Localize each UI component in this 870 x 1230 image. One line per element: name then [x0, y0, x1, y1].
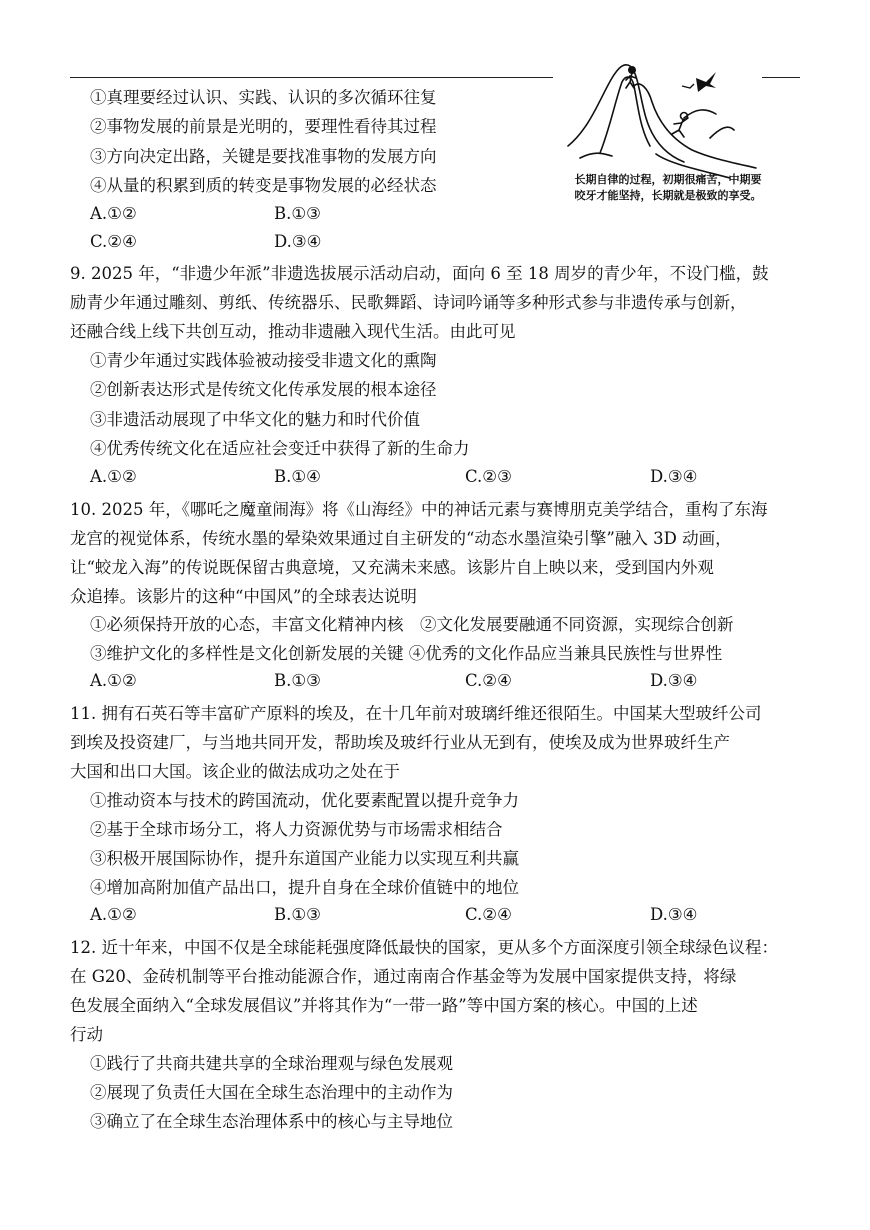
- statement-item: ②事物发展的前景是光明的，要理性看待其过程: [90, 117, 437, 136]
- q12-stem-line: 行动: [70, 1025, 103, 1044]
- statement-item: ④优秀传统文化在适应社会变迁中获得了新的生命力: [90, 439, 470, 458]
- statement-item: ③非遗活动展现了中华文化的魅力和时代价值: [90, 410, 420, 429]
- cartoon-caption-line-2: 咬牙才能坚持，长期就是极致的享受。: [574, 189, 762, 202]
- option-b: B.①④: [274, 467, 321, 486]
- statement-item: ①践行了共商共建共享的全球治理观与绿色发展观: [90, 1054, 453, 1073]
- q12-stem-line: 色发展全面纳入“全球发展倡议”并将其作为“一带一路”等中国方案的核心。中国的上述: [70, 996, 698, 1015]
- cartoon-caption-line-1: 长期自律的过程，初期很痛苦，中期要: [574, 173, 762, 186]
- option-d: D.③④: [650, 905, 698, 924]
- header-rule-left: [70, 77, 553, 78]
- statement-item: ①推动资本与技术的跨国流动，优化要素配置以提升竞争力: [90, 791, 519, 810]
- statement-item: ②基于全球市场分工，将人力资源优势与市场需求相结合: [90, 820, 503, 839]
- q10-stem-line: 10. 2025 年，《哪吒之魔童闹海》将《山海经》中的神话元素与赛博朋克美学结合，重构了东海: [70, 500, 768, 519]
- option-b: B.①③: [274, 204, 321, 223]
- option-a: A.①②: [90, 467, 137, 486]
- statement-item: ①青少年通过实践体验被动接受非遗文化的熏陶: [90, 351, 437, 370]
- option-b: B.①③: [274, 671, 321, 690]
- option-c: C.②④: [465, 905, 512, 924]
- option-c: C.②④: [465, 671, 512, 690]
- q9-stem-line: 9. 2025 年，“非遗少年派”非遗选拔展示活动启动，面向 6 至 18 周岁的青少年，不设门槛，鼓: [70, 264, 769, 283]
- statement-item: ③积极开展国际协作，提升东道国产业能力以实现互利共赢: [90, 849, 519, 868]
- option-a: A.①②: [90, 905, 137, 924]
- q12-stem-line: 在 G20、金砖机制等平台推动能源合作，通过南南合作基金等为发展中国家提供支持，将绿: [70, 967, 737, 986]
- q9-stem-line: 励青少年通过雕刻、剪纸、传统器乐、民歌舞蹈、诗词吟诵等多种形式参与非遗传承与创新，: [70, 293, 747, 312]
- option-a: A.①②: [90, 671, 137, 690]
- q10-stem-line: 龙宫的视觉体系，传统水墨的晕染效果通过自主研发的“动态水墨渲染引擎”融入 3D 动画，: [70, 529, 732, 548]
- statement-item: ③方向决定出路，关键是要找准事物的发展方向: [90, 147, 437, 166]
- option-d: D.③④: [650, 467, 698, 486]
- option-d: D.③④: [274, 232, 322, 251]
- statement-item: ③确立了在全球生态治理体系中的核心与主导地位: [90, 1112, 453, 1131]
- q11-stem-line: 到埃及投资建厂，与当地共同开发，帮助埃及玻纤行业从无到有，使埃及成为世界玻纤生产: [70, 733, 730, 752]
- statement-item: ①必须保持开放的心态，丰富文化精神内核 ②文化发展要融通不同资源，实现综合创新: [90, 615, 734, 634]
- q9-stem-line: 还融合线上线下共创互动，推动非遗融入现代生活。由此可见: [70, 322, 516, 341]
- q11-stem-line: 大国和出口大国。该企业的做法成功之处在于: [70, 762, 400, 781]
- q10-stem-line: 众追捧。该影片的这种“中国风”的全球表达说明: [70, 587, 417, 606]
- statement-item: ④从量的积累到质的转变是事物发展的必经状态: [90, 176, 437, 195]
- q10-stem-line: 让“蛟龙入海”的传说既保留古典意境，又充满未来感。该影片自上映以来，受到国内外观: [70, 558, 714, 577]
- statement-item: ④增加高附加值产品出口，提升自身在全球价值链中的地位: [90, 878, 519, 897]
- statement-item: ①真理要经过认识、实践、认识的多次循环往复: [90, 88, 437, 107]
- option-d: D.③④: [650, 671, 698, 690]
- option-b: B.①③: [274, 905, 321, 924]
- q11-stem-line: 11. 拥有石英石等丰富矿产原料的埃及，在十几年前对玻璃纤维还很陌生。中国某大型玻纤公司: [70, 704, 762, 723]
- option-a: A.①②: [90, 204, 137, 223]
- q12-stem-line: 12. 近十年来，中国不仅是全球能耗强度降低最快的国家，更从多个方面深度引领全球绿色议程：: [70, 938, 778, 957]
- option-c: C.②④: [90, 232, 137, 251]
- statement-item: ②展现了负责任大国在全球生态治理中的主动作为: [90, 1083, 453, 1102]
- option-c: C.②③: [465, 467, 512, 486]
- statement-item: ②创新表达形式是传统文化传承发展的根本途径: [90, 380, 437, 399]
- statement-item: ③维护文化的多样性是文化创新发展的关键 ④优秀的文化作品应当兼具民族性与世界性: [90, 644, 723, 663]
